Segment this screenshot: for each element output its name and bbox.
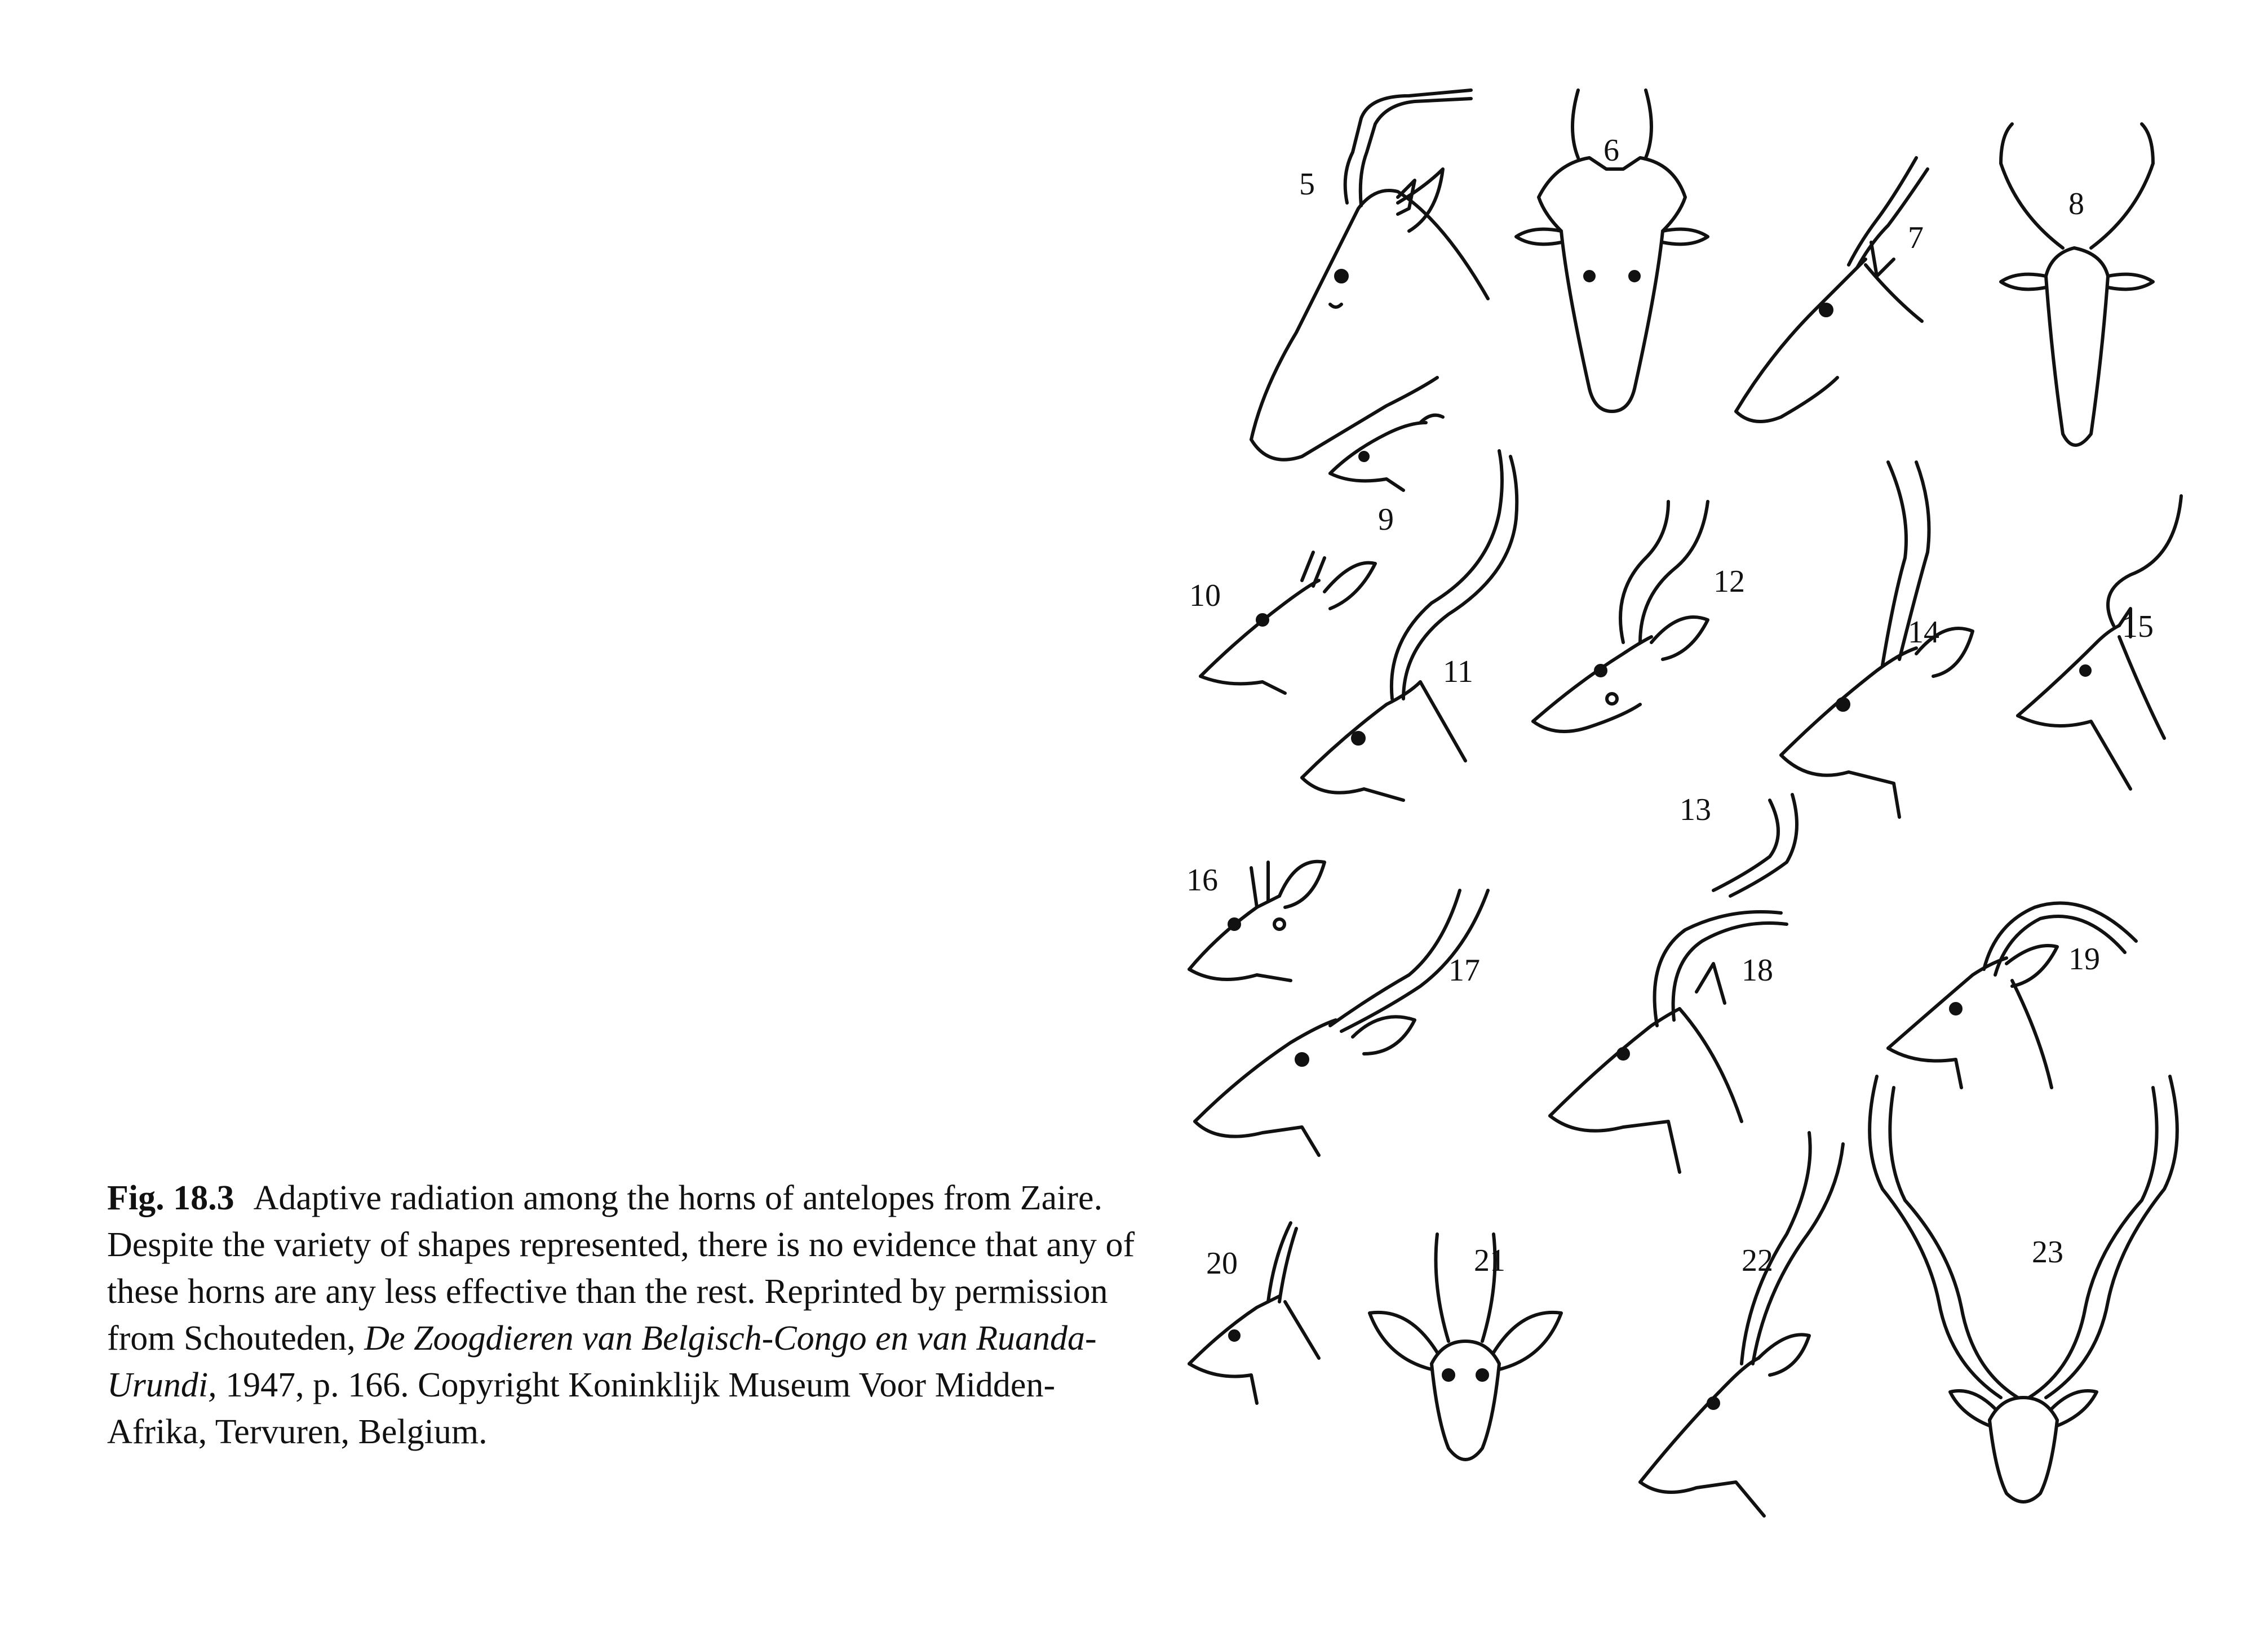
label-23: 23 [2032, 1235, 2063, 1270]
caption-source-title: De Zoogdieren van Belgisch-Congo en van Ruanda-Urundi, [107, 1319, 1097, 1404]
figure-caption [107, 1175, 1150, 1456]
label-16: 16 [1186, 863, 1218, 898]
label-20: 20 [1206, 1246, 1238, 1281]
label-13: 13 [1680, 792, 1711, 827]
caption-text-part1: Adaptive radiation among the horns of antelopes from Zaire. Despite the variety of shapes represented, there is no evidence that any of these horns are any less effective than the rest. Reprinted by permission from Schouteden, [107, 1179, 1135, 1358]
label-18: 18 [1742, 953, 1773, 988]
label-11: 11 [1443, 654, 1473, 689]
antelope-17-drawing [1195, 890, 1488, 1155]
label-10: 10 [1189, 578, 1221, 613]
antelope-7-drawing [1736, 158, 1928, 422]
antelope-9-drawing [1330, 415, 1443, 490]
label-22: 22 [1742, 1243, 1773, 1278]
label-5: 5 [1299, 167, 1315, 202]
antelope-15-drawing [2018, 496, 2181, 789]
label-9: 9 [1378, 502, 1394, 537]
antelope-14-drawing [1781, 462, 1973, 817]
label-6: 6 [1603, 133, 1619, 168]
label-12: 12 [1713, 564, 1745, 599]
label-21: 21 [1474, 1243, 1505, 1278]
label-17: 17 [1448, 953, 1480, 988]
antelope-horns-figure [1172, 73, 2232, 1538]
antelope-18-drawing [1550, 912, 1787, 1172]
caption-text-part2: 1947, p. 166. Copyright Koninklijk Museum Voor Midden-Afrika, Tervuren, Belgium. [107, 1366, 1056, 1451]
label-7: 7 [1908, 220, 1924, 255]
antelope-19-drawing [1888, 903, 2136, 1088]
figure-number: Fig. 18.3 [107, 1179, 234, 1217]
label-15: 15 [2122, 609, 2154, 644]
label-14: 14 [1908, 615, 1939, 650]
antelope-13-drawing [1713, 795, 1797, 896]
label-8: 8 [2068, 187, 2084, 221]
antelope-12-drawing [1533, 502, 1708, 731]
antelope-5-drawing [1251, 90, 1488, 460]
antelope-11-drawing [1302, 451, 1517, 800]
antelope-21-drawing [1370, 1234, 1561, 1460]
antelope-22-drawing [1640, 1133, 1843, 1516]
antelope-23-drawing [1870, 1076, 2177, 1502]
antelope-10-drawing [1201, 552, 1375, 693]
label-19: 19 [2068, 942, 2100, 977]
antelope-8-drawing [2001, 124, 2153, 445]
